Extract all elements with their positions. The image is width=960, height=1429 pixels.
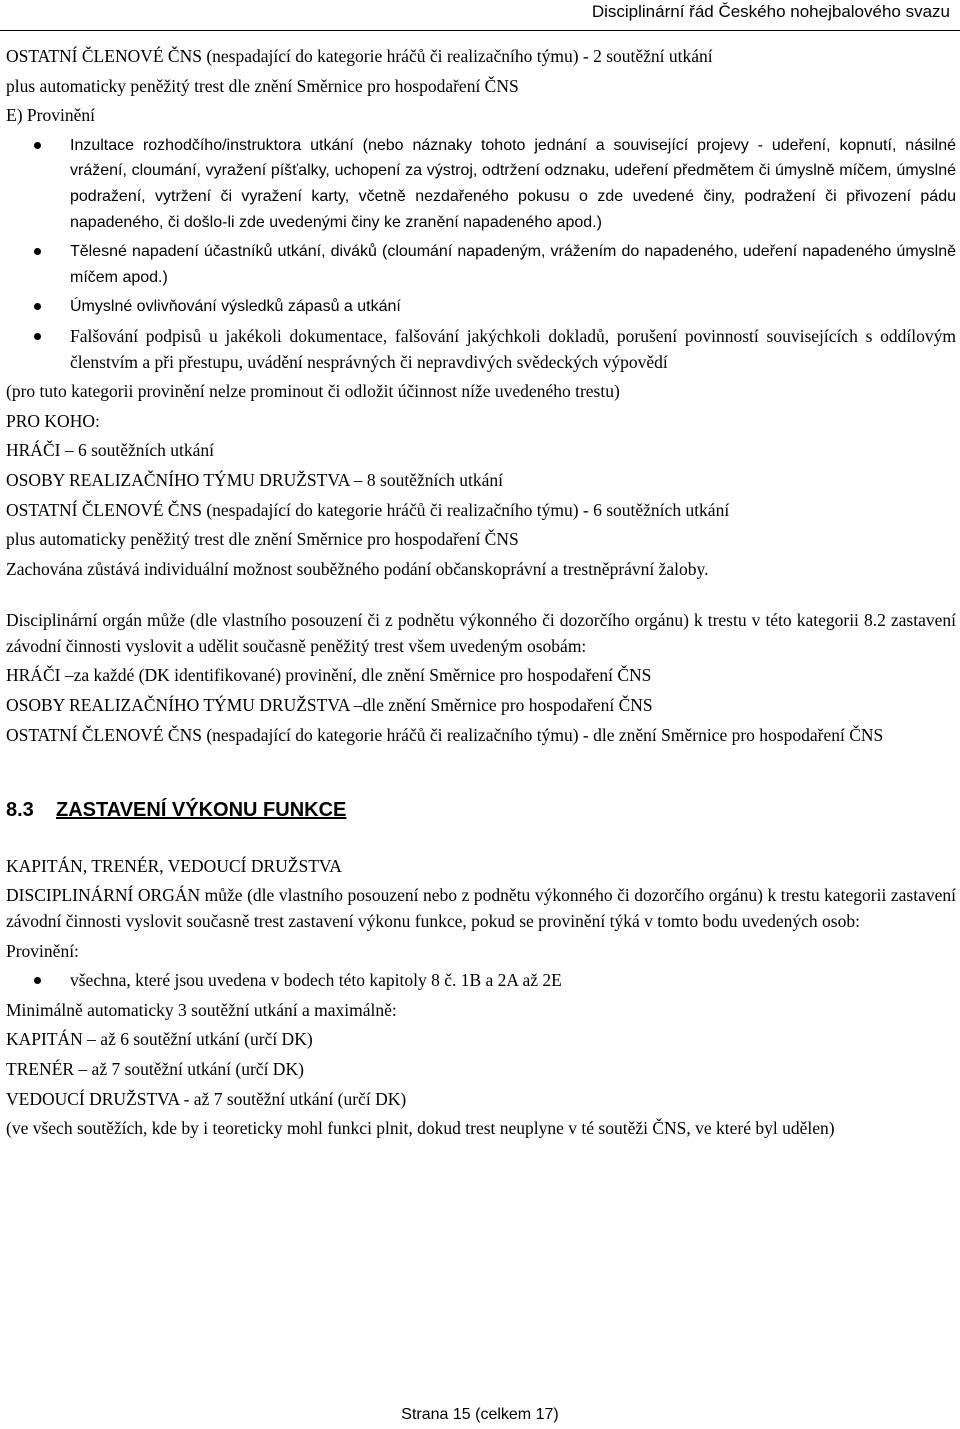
provineni-list xyxy=(6,968,956,994)
section-number: 8.3 xyxy=(6,799,34,822)
ostatni-fine-line: OSTATNÍ ČLENOVÉ ČNS (nespadající do kategorie hráčů či realizačního týmu) - dle znění Směrnice pro hospodaření ČNS xyxy=(6,724,884,745)
category-note: (pro tuto kategorii provinění nelze prominout či odložit účinnost níže uvedeného trestu) xyxy=(6,381,620,402)
disciplinary-paragraph: Disciplinární orgán může (dle vlastního posouzení či z podnětu výkonného či dozorčího orgánu) k trestu v této kategorii 8.2 zastavení závodní činnosti vyslovit a udělit současně peněžitý trest všem uvedeným osobám: xyxy=(6,610,956,656)
offence-list xyxy=(6,133,956,375)
document-body xyxy=(6,44,956,1146)
list-item: Falšování podpisů u jakékoli dokumentace, falšování jakýchkoli dokladů, porušení povinností souvisejících s oddílovým členstvím a při přestupu, uvádění nesprávných či nepravdivých svědeckých výpovědí xyxy=(6,324,956,375)
plus-fine-line: plus automaticky peněžitý trest dle znění Směrnice pro hospodaření ČNS xyxy=(6,75,519,96)
list-item: Úmyslné ovlivňování výsledků zápasů a utkání xyxy=(6,294,956,320)
hraci-line: HRÁČI – 6 soutěžních utkání xyxy=(6,440,215,461)
trener-line: TRENÉR – až 7 soutěžní utkání (určí DK) xyxy=(6,1059,304,1079)
officials-line: KAPITÁN, TRENÉR, VEDOUCÍ DRUŽSTVA xyxy=(6,855,342,876)
kapitan-line: KAPITÁN – až 6 soutěžní utkání (určí DK) xyxy=(6,1029,313,1050)
provineni-heading: E) Provinění xyxy=(6,105,95,126)
osoby-fine-line: OSOBY REALIZAČNÍHO TÝMU DRUŽSTVA –dle znění Směrnice pro hospodaření ČNS xyxy=(6,695,653,716)
spacer xyxy=(6,586,956,608)
disciplinary-organ-paragraph: DISCIPLINÁRNÍ ORGÁN může (dle vlastního posouzení nebo z podnětu výkonného či dozorčího orgánu) k trestu kategorii zastavení závodní činnosti vyslovit současně trest zastavení výkonu funkce, pokud se provinění týká v tomto bodu uvedených osob: xyxy=(6,885,956,932)
list-item: Tělesné napadení účastníků utkání, diváků (cloumání napadeným, vrážením do napadeného, udeření napadeného úmyslně míčem apod.) xyxy=(6,239,956,290)
zachovana-line: Zachována zůstává individuální možnost souběžného podání občanskoprávní a trestněprávní žaloby. xyxy=(6,558,709,579)
pro-koho-label: PRO KOHO: xyxy=(6,410,100,431)
section-title: ZASTAVENÍ VÝKONU FUNKCE xyxy=(56,799,347,822)
plus-fine-line-2: plus automaticky peněžitý trest dle znění Směrnice pro hospodaření ČNS xyxy=(6,529,519,550)
page-number: Strana 15 (celkem 17) xyxy=(401,1406,559,1423)
minimum-line: Minimálně automaticky 3 soutěžní utkání a maximálně: xyxy=(6,999,397,1020)
scope-note: (ve všech soutěžích, kde by i teoreticky mohl funkci plnit, dokud trest neuplyne v té soutěži ČNS, ve které byl udělen) xyxy=(6,1118,835,1139)
spacer xyxy=(6,752,956,798)
list-item: všechna, které jsou uvedena v bodech této kapitoly 8 č. 1B a 2A až 2E xyxy=(6,968,956,994)
spacer xyxy=(6,828,956,854)
page-header-title: Disciplinární řád Českého nohejbalového svazu xyxy=(591,2,950,21)
ostatni-clenove-line: OSTATNÍ ČLENOVÉ ČNS (nespadající do kategorie hráčů či realizačního týmu) - 2 soutěžní utkání xyxy=(6,46,713,66)
header-divider xyxy=(0,30,960,31)
provineni-label: Provinění: xyxy=(6,940,79,961)
osoby-line: OSOBY REALIZAČNÍHO TÝMU DRUŽSTVA – 8 soutěžních utkání xyxy=(6,469,503,490)
ostatni-clenove-line-2: OSTATNÍ ČLENOVÉ ČNS (nespadající do kategorie hráčů či realizačního týmu) - 6 soutěžních utkání xyxy=(6,499,730,520)
section-heading-8-3 xyxy=(6,798,956,824)
hraci-fine-line: HRÁČI –za každé (DK identifikované) provinění, dle znění Směrnice pro hospodaření ČNS xyxy=(6,665,652,686)
vedouci-line: VEDOUCÍ DRUŽSTVA - až 7 soutěžní utkání (určí DK) xyxy=(6,1088,407,1109)
list-item: Inzultace rozhodčího/instruktora utkání (nebo náznaky tohoto jednání a související projevy - udeření, kopnutí, násilné vrážení, cloumání, vyražení píšťalky, uchopení za výstroj, odtržení odznaku, udeření předmětem či úmyslně míčem, úmyslné podražení, vytržení či vyražení karty, včetně nezdařeného pokusu o zde uvedené činy, podražení či přivození pádu napadeného, či došlo-li zde uvedenými činy ke zranění napadeného apod.) xyxy=(6,133,956,235)
